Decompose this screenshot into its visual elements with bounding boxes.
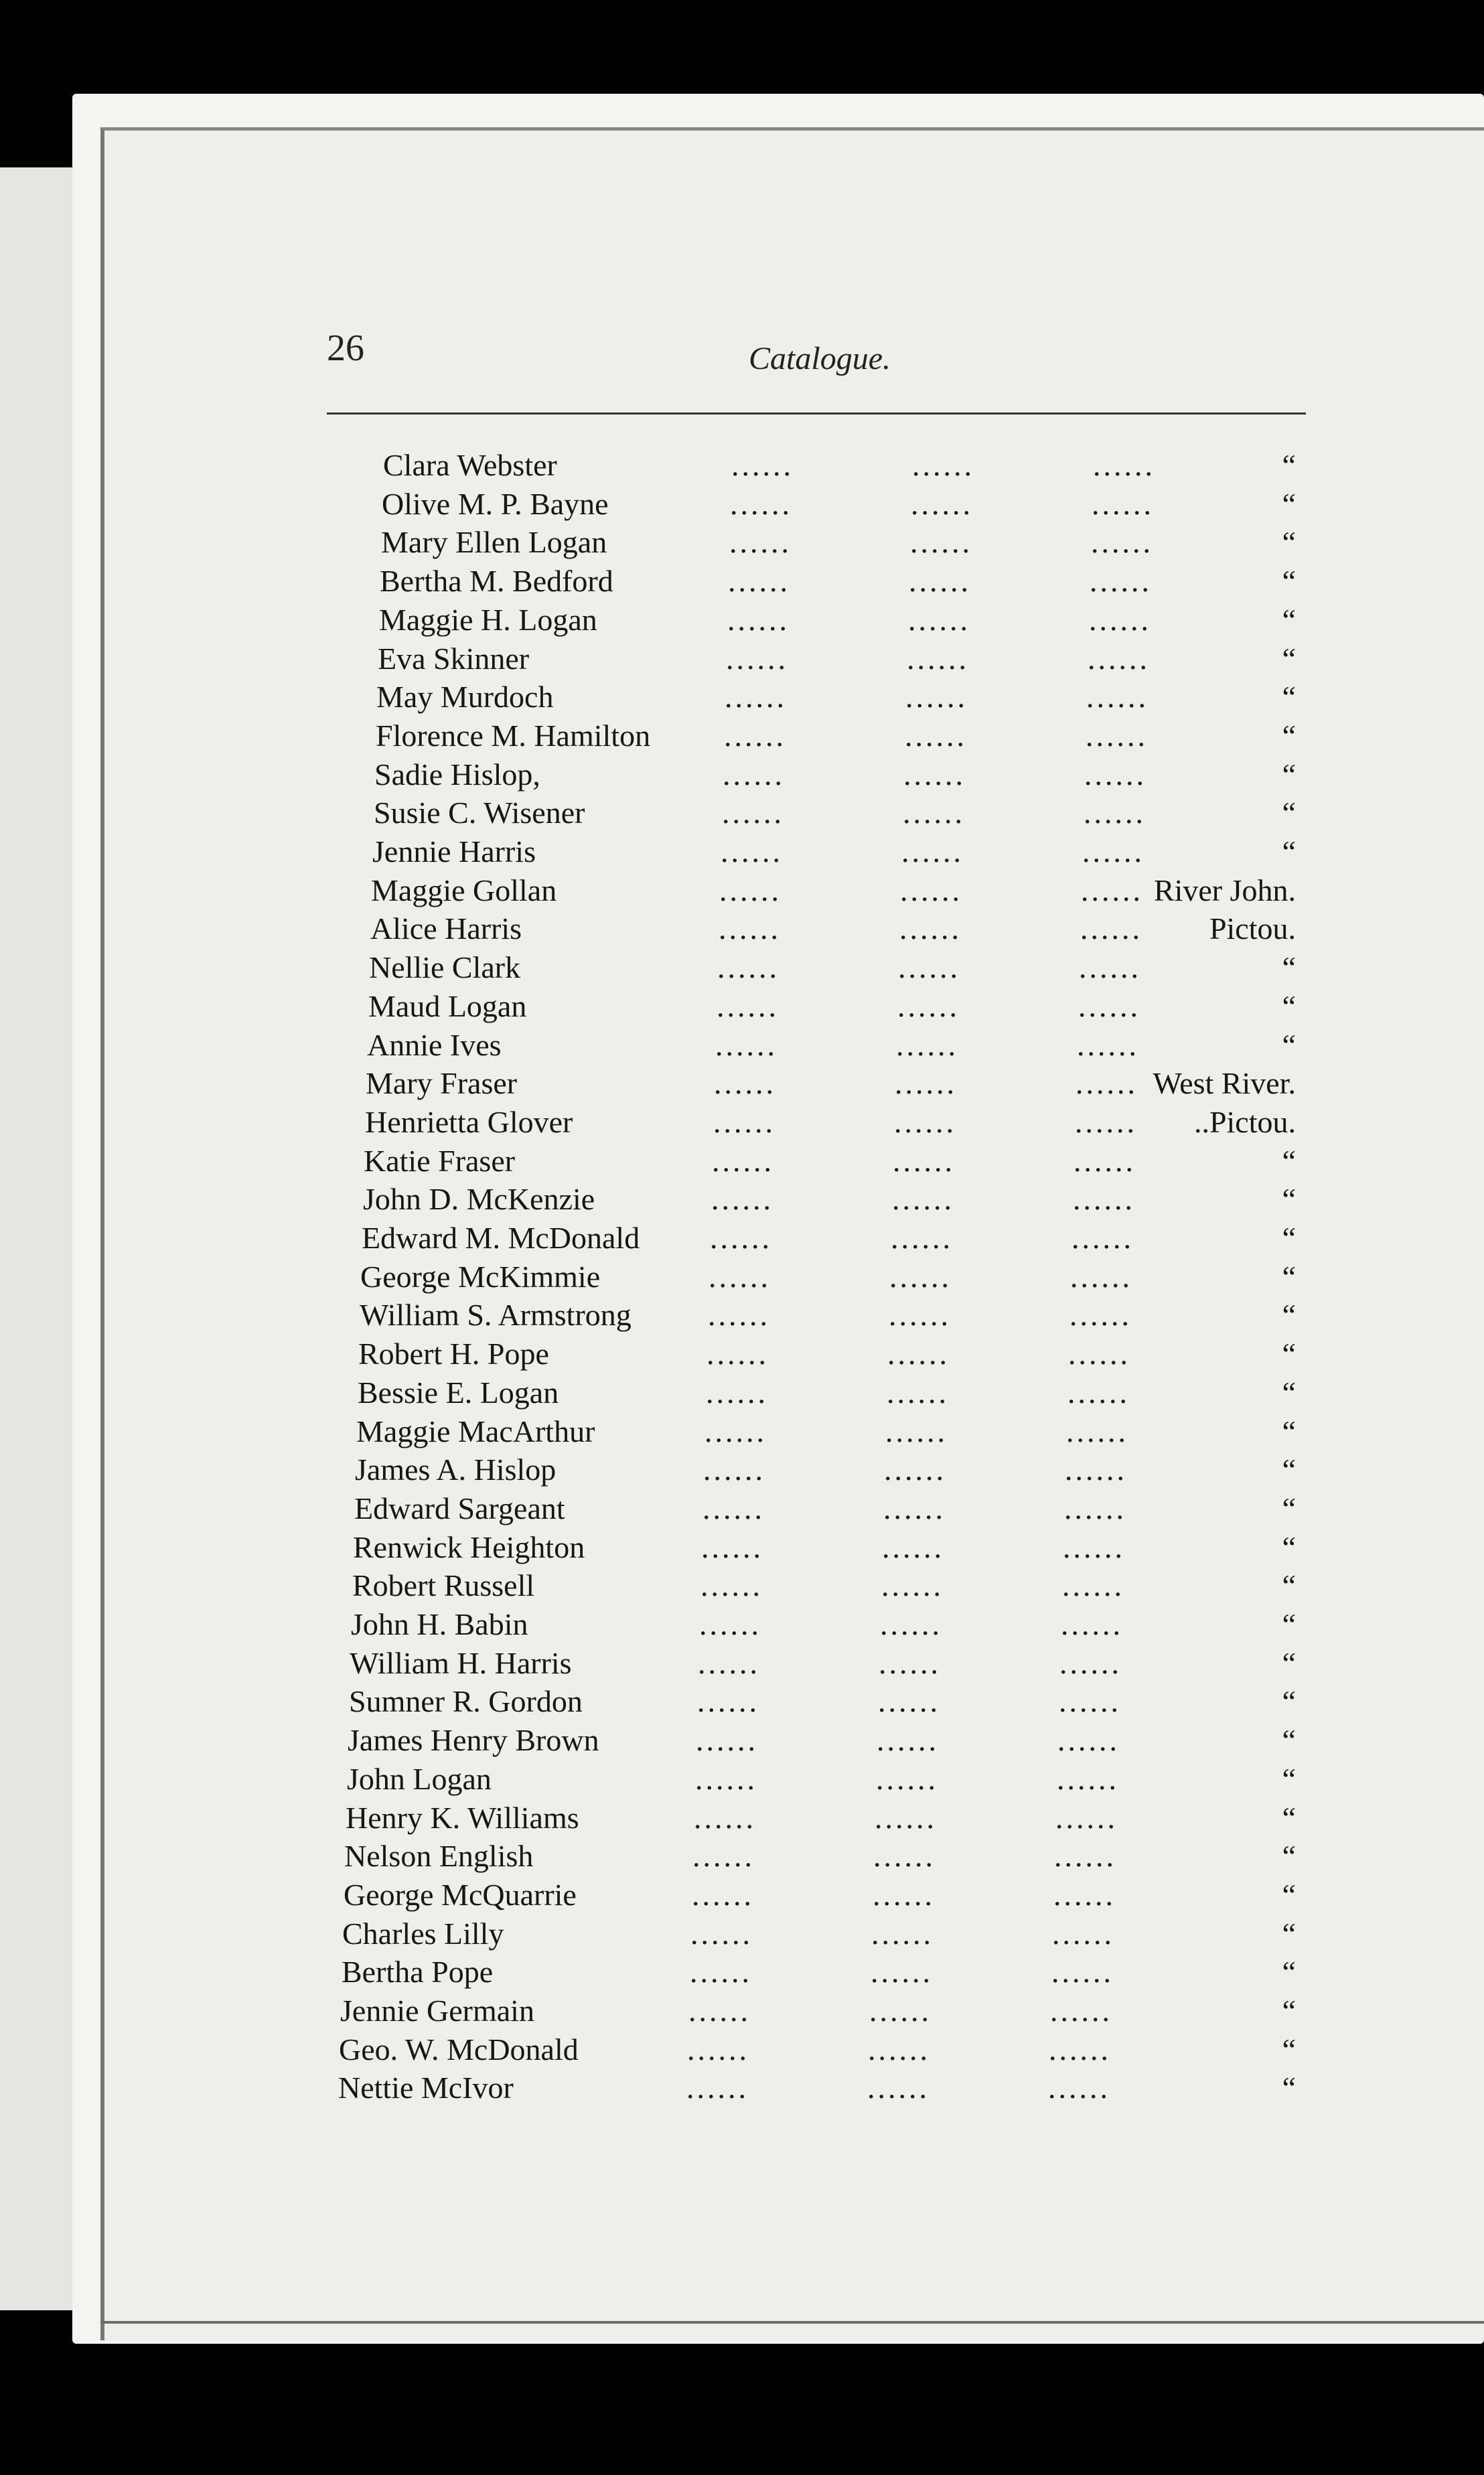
leader-dots: ...... [1078, 989, 1140, 1023]
list-item [369, 950, 1296, 987]
entry-place: “ [1282, 1491, 1296, 1525]
leader-dots: ...... [715, 1028, 777, 1062]
entry-name: Henrietta Glover [365, 1105, 573, 1139]
entry-name: Florence M. Hamilton [376, 719, 651, 753]
entry-name: Mary Ellen Logan [381, 525, 607, 559]
leader-dots: ...... [1088, 642, 1150, 676]
leader-dots: ...... [710, 1221, 772, 1255]
leader-dots: ...... [889, 1260, 952, 1294]
entry-name: George McKimmie [360, 1260, 601, 1294]
leader-dots: ...... [912, 448, 974, 482]
leader-dots: ...... [1051, 1955, 1114, 1989]
entry-place: “ [1282, 1182, 1296, 1216]
entry-name: Sadie Hislop, [374, 757, 540, 792]
entry-name: James A. Hislop [355, 1452, 556, 1487]
entry-place: “ [1282, 834, 1296, 869]
entry-place: “ [1282, 1221, 1296, 1255]
list-item [356, 1414, 1296, 1451]
leader-dots: ...... [905, 719, 967, 753]
entry-name: Alice Harris [370, 911, 522, 946]
entry-name: Sumner R. Gordon [349, 1684, 583, 1718]
list-item [383, 447, 1296, 485]
entry-place: “ [1282, 989, 1296, 1023]
leader-dots: ...... [1086, 719, 1148, 753]
leader-dots: ...... [709, 1260, 771, 1294]
entry-place: “ [1282, 1028, 1296, 1062]
leader-dots: ...... [1061, 1607, 1123, 1641]
leader-dots: ...... [687, 2032, 749, 2067]
entry-name: Nelson English [344, 1839, 534, 1873]
entry-name: Charles Lilly [342, 1917, 504, 1951]
leader-dots: ...... [1089, 603, 1151, 637]
entry-place: “ [1282, 1337, 1296, 1371]
entry-name: William H. Harris [350, 1646, 572, 1680]
list-item [358, 1336, 1296, 1373]
leader-dots: ...... [903, 757, 966, 792]
entry-name: Robert Russell [352, 1568, 535, 1602]
leader-dots: ...... [1067, 1375, 1130, 1410]
leader-dots: ...... [1063, 1530, 1125, 1564]
entry-name: Bessie E. Logan [358, 1375, 559, 1410]
entry-place: “ [1282, 757, 1296, 792]
leader-dots: ...... [721, 834, 783, 869]
list-item [346, 1800, 1296, 1837]
entry-place: “ [1282, 2071, 1296, 2105]
entry-place: “ [1282, 1762, 1296, 1796]
entry-place: “ [1282, 564, 1296, 598]
entry-name: Maggie MacArthur [356, 1414, 595, 1448]
entry-name: Maggie Gollan [371, 873, 557, 907]
leader-dots: ...... [731, 448, 794, 482]
leader-dots: ...... [884, 1452, 946, 1487]
leader-dots: ...... [871, 1955, 933, 1989]
list-item [360, 1297, 1296, 1335]
leader-dots: ...... [882, 1530, 944, 1564]
leader-dots: ...... [1065, 1452, 1127, 1487]
list-item [363, 1181, 1296, 1219]
leader-dots: ...... [873, 1839, 936, 1873]
list-item [355, 1452, 1296, 1489]
entry-place: “ [1282, 2032, 1296, 2067]
leader-dots: ...... [729, 525, 792, 559]
list-item [376, 679, 1296, 717]
leader-dots: ...... [1055, 1801, 1118, 1835]
list-item [344, 1877, 1296, 1915]
running-title: Catalogue. [749, 341, 891, 376]
entry-place: “ [1282, 1839, 1296, 1873]
list-item [338, 2070, 1296, 2107]
leader-dots: ...... [1093, 448, 1155, 482]
list-item [378, 641, 1296, 678]
leader-dots: ...... [1057, 1762, 1119, 1796]
leader-dots: ...... [1066, 1414, 1128, 1448]
leader-dots: ...... [1070, 1260, 1132, 1294]
list-item [352, 1568, 1296, 1605]
page-number: 26 [327, 327, 364, 369]
leader-dots: ...... [911, 487, 973, 521]
entry-place: “ [1282, 719, 1296, 753]
leader-dots: ...... [875, 1801, 937, 1835]
leader-dots: ...... [1059, 1684, 1121, 1718]
entry-place: “ [1282, 1530, 1296, 1564]
leader-dots: ...... [908, 603, 970, 637]
entry-place: “ [1282, 642, 1296, 676]
list-item [366, 1065, 1296, 1103]
list-item [347, 1761, 1296, 1799]
list-item [351, 1606, 1296, 1644]
entry-name: Geo. W. McDonald [339, 2032, 579, 2067]
leader-dots: ...... [692, 1839, 755, 1873]
entry-place: “ [1282, 796, 1296, 830]
list-item [340, 1993, 1296, 2030]
entry-place: “ [1282, 525, 1296, 559]
leader-dots: ...... [719, 873, 782, 907]
entry-name: Renwick Heighton [353, 1530, 585, 1564]
leader-dots: ...... [717, 989, 779, 1023]
leader-dots: ...... [1057, 1723, 1120, 1757]
entry-place: “ [1282, 1607, 1296, 1641]
leader-dots: ...... [728, 564, 790, 598]
leader-dots: ...... [900, 873, 962, 907]
leader-dots: ...... [877, 1723, 939, 1757]
entry-name: Bertha Pope [342, 1955, 494, 1989]
leader-dots: ...... [1086, 680, 1148, 714]
entry-place: “ [1282, 1298, 1296, 1332]
leader-dots: ...... [725, 680, 787, 714]
leader-dots: ...... [1084, 757, 1146, 792]
list-item [348, 1722, 1296, 1760]
leader-dots: ...... [1091, 525, 1153, 559]
entry-name: Edward Sargeant [354, 1491, 565, 1525]
leader-dots: ...... [897, 989, 960, 1023]
leader-dots: ...... [706, 1375, 768, 1410]
leader-dots: ...... [1069, 1298, 1132, 1332]
leader-dots: ...... [871, 1917, 934, 1951]
list-item [370, 911, 1296, 948]
list-item [354, 1491, 1296, 1528]
entry-name: Bertha M. Bedford [380, 564, 613, 598]
leader-dots: ...... [895, 1066, 957, 1100]
list-item [376, 718, 1296, 755]
leader-dots: ...... [700, 1568, 763, 1602]
entry-place: West River. [1153, 1066, 1296, 1100]
list-item [344, 1838, 1296, 1876]
leader-dots: ...... [1073, 1144, 1136, 1178]
leader-dots: ...... [696, 1723, 758, 1757]
leader-dots: ...... [1052, 1917, 1114, 1951]
leader-dots: ...... [1053, 1878, 1116, 1912]
entry-place: “ [1282, 1646, 1296, 1680]
list-item [374, 795, 1296, 832]
leader-dots: ...... [893, 1144, 955, 1178]
leader-dots: ...... [1080, 911, 1142, 946]
leader-dots: ...... [891, 1221, 953, 1255]
entry-name: Annie Ives [367, 1028, 502, 1062]
list-item [380, 563, 1296, 601]
leader-dots: ...... [692, 1878, 754, 1912]
entry-name: Eva Skinner [378, 642, 530, 676]
list-item [364, 1143, 1296, 1181]
leader-dots: ...... [901, 834, 964, 869]
entry-place: “ [1282, 1568, 1296, 1602]
leader-dots: ...... [1064, 1491, 1126, 1525]
leader-dots: ...... [883, 1491, 946, 1525]
leader-dots: ...... [1071, 1221, 1134, 1255]
leader-dots: ...... [1092, 487, 1154, 521]
leader-dots: ...... [1075, 1066, 1138, 1100]
list-item [362, 1220, 1296, 1258]
leader-dots: ...... [898, 950, 960, 984]
leader-dots: ...... [905, 680, 968, 714]
list-item [379, 602, 1296, 640]
list-item [382, 486, 1296, 524]
leader-dots: ...... [873, 1878, 935, 1912]
entry-place: “ [1282, 950, 1296, 984]
leader-dots: ...... [686, 2071, 749, 2105]
leader-dots: ...... [910, 525, 972, 559]
list-item [372, 834, 1296, 871]
entry-place: River John. [1153, 873, 1296, 907]
leader-dots: ...... [711, 1182, 773, 1216]
entry-name: Jennie Germain [340, 1994, 534, 2028]
leader-dots: ...... [867, 2071, 930, 2105]
leader-dots: ...... [1090, 564, 1152, 598]
entry-name: John Logan [347, 1762, 492, 1796]
leader-dots: ...... [1049, 2032, 1111, 2067]
leader-dots: ...... [703, 1452, 765, 1487]
leader-dots: ...... [713, 1105, 775, 1139]
leader-dots: ...... [727, 603, 790, 637]
leader-dots: ...... [1081, 873, 1143, 907]
leader-dots: ...... [869, 1994, 932, 2028]
entry-name: William S. Armstrong [360, 1298, 632, 1332]
entry-place: “ [1282, 1917, 1296, 1951]
list-item [374, 757, 1296, 794]
entry-place: ..Pictou. [1193, 1105, 1296, 1139]
leader-dots: ...... [704, 1414, 767, 1448]
list-item [353, 1529, 1296, 1567]
leader-dots: ...... [1048, 2071, 1110, 2105]
leader-dots: ...... [699, 1607, 761, 1641]
leader-dots: ...... [712, 1144, 774, 1178]
leader-dots: ...... [1075, 1105, 1137, 1139]
leader-dots: ...... [698, 1646, 760, 1680]
entry-name: Nettie McIvor [338, 2071, 514, 2105]
leader-dots: ...... [726, 642, 788, 676]
entry-place: “ [1282, 603, 1296, 637]
entry-place: “ [1282, 1878, 1296, 1912]
list-item [367, 1027, 1296, 1065]
leader-dots: ...... [896, 1028, 958, 1062]
entry-place: “ [1282, 1260, 1296, 1294]
leader-dots: ...... [717, 950, 780, 984]
leader-dots: ...... [881, 1568, 944, 1602]
entry-place: “ [1282, 1375, 1296, 1410]
leader-dots: ...... [697, 1684, 759, 1718]
entry-name: Robert H. Pope [358, 1337, 549, 1371]
leader-dots: ...... [907, 642, 969, 676]
leader-dots: ...... [708, 1298, 770, 1332]
leader-dots: ...... [885, 1414, 948, 1448]
leader-dots: ...... [707, 1337, 769, 1371]
leader-dots: ...... [878, 1684, 940, 1718]
leader-dots: ...... [1077, 1028, 1139, 1062]
leader-dots: ...... [730, 487, 792, 521]
entry-place: “ [1282, 1452, 1296, 1487]
entry-place: “ [1282, 1144, 1296, 1178]
leader-dots: ...... [889, 1298, 951, 1332]
entry-name: James Henry Brown [348, 1723, 599, 1757]
leader-dots: ...... [1084, 796, 1146, 830]
leader-dots: ...... [892, 1182, 954, 1216]
list-item [368, 988, 1296, 1026]
leader-dots: ...... [887, 1337, 950, 1371]
entry-name: Katie Fraser [364, 1144, 516, 1178]
leader-dots: ...... [894, 1105, 956, 1139]
entry-name: Susie C. Wisener [374, 796, 585, 830]
entry-place: Pictou. [1209, 911, 1296, 946]
entry-name: Maggie H. Logan [379, 603, 597, 637]
entry-place: “ [1282, 1801, 1296, 1835]
list-item [350, 1645, 1296, 1683]
entry-name: Clara Webster [383, 448, 557, 482]
leader-dots: ...... [690, 1955, 752, 1989]
entry-name: Jennie Harris [372, 834, 536, 869]
leader-dots: ...... [879, 1646, 941, 1680]
leader-dots: ...... [887, 1375, 949, 1410]
list-item [349, 1683, 1296, 1721]
leader-dots: ...... [695, 1762, 757, 1796]
list-item [342, 1916, 1296, 1953]
entry-place: “ [1282, 1723, 1296, 1757]
entry-name: John H. Babin [351, 1607, 528, 1641]
leader-dots: ...... [694, 1801, 756, 1835]
leader-dots: ...... [690, 1917, 753, 1951]
list-item [360, 1259, 1296, 1296]
entry-place: “ [1282, 1414, 1296, 1448]
entry-place: “ [1282, 1994, 1296, 2028]
leader-dots: ...... [876, 1762, 938, 1796]
leader-dots: ...... [688, 1994, 751, 2028]
leader-dots: ...... [880, 1607, 942, 1641]
leader-dots: ...... [899, 911, 962, 946]
leader-dots: ...... [1068, 1337, 1130, 1371]
entry-name: Maud Logan [368, 989, 527, 1023]
leader-dots: ...... [702, 1491, 765, 1525]
leader-dots: ...... [724, 719, 786, 753]
leader-dots: ...... [723, 757, 785, 792]
list-item [365, 1104, 1296, 1142]
list-item [342, 1954, 1296, 1992]
leader-dots: ...... [1062, 1568, 1124, 1602]
leader-dots: ...... [1054, 1839, 1116, 1873]
entry-name: Edward M. McDonald [362, 1221, 640, 1255]
list-item [381, 524, 1296, 562]
leader-dots: ...... [701, 1530, 763, 1564]
entry-place: “ [1282, 1955, 1296, 1989]
entry-name: John D. McKenzie [363, 1182, 595, 1216]
entry-name: Henry K. Williams [346, 1801, 579, 1835]
entry-name: George McQuarrie [344, 1878, 577, 1912]
entry-place: “ [1282, 680, 1296, 714]
leader-dots: ...... [868, 2032, 930, 2067]
entry-name: May Murdoch [376, 680, 554, 714]
leader-dots: ...... [722, 796, 784, 830]
leader-dots: ...... [1079, 950, 1141, 984]
leader-dots: ...... [903, 796, 965, 830]
list-item [371, 873, 1296, 910]
entry-place: “ [1282, 487, 1296, 521]
leader-dots: ...... [1082, 834, 1144, 869]
entry-place: “ [1282, 1684, 1296, 1718]
leader-dots: ...... [719, 911, 781, 946]
list-item [339, 2032, 1296, 2069]
list-item [358, 1375, 1296, 1412]
leader-dots: ...... [1073, 1182, 1135, 1216]
leader-dots: ...... [1050, 1994, 1112, 2028]
leader-dots: ...... [1059, 1646, 1122, 1680]
entry-name: Olive M. P. Bayne [382, 487, 609, 521]
entry-place: “ [1282, 448, 1296, 482]
entry-name: Nellie Clark [369, 950, 521, 984]
leader-dots: ...... [714, 1066, 776, 1100]
leader-dots: ...... [909, 564, 971, 598]
entry-name: Mary Fraser [366, 1066, 518, 1100]
